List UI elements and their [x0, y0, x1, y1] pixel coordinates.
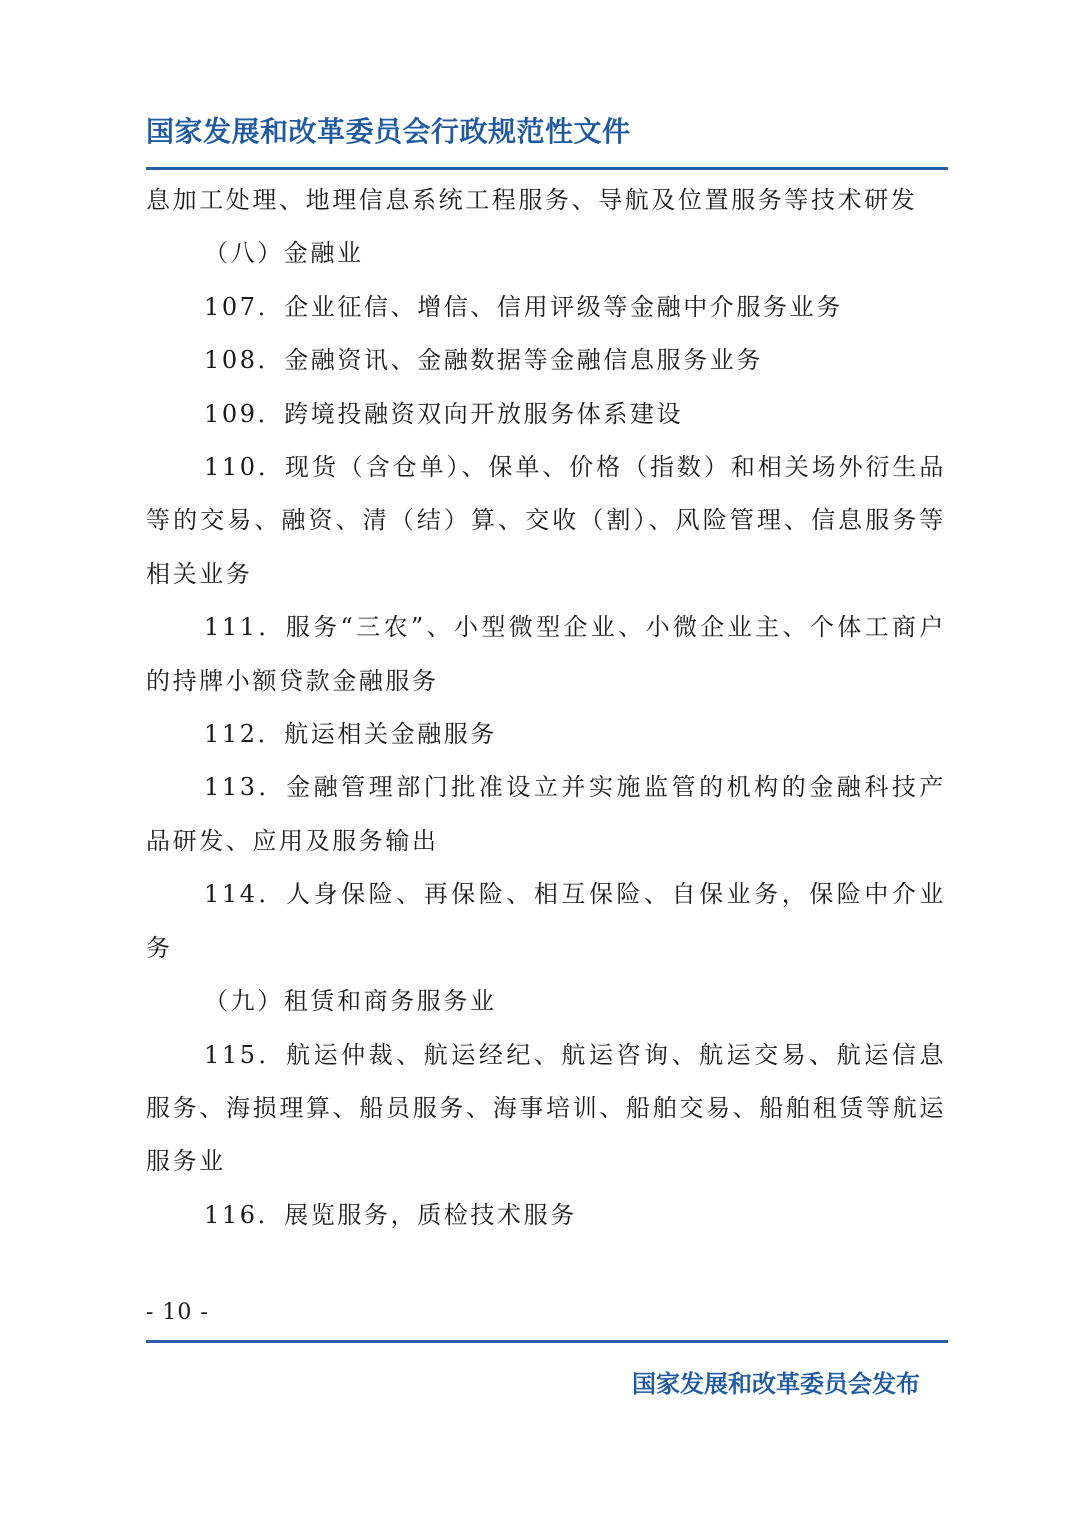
- section-heading-finance: （八）金融业: [204, 239, 364, 268]
- list-item-116: 116．展览服务，质检技术服务: [204, 1200, 577, 1229]
- document-body: [146, 174, 946, 1242]
- list-item-114: 114．人身保险、再保险、相互保险、自保业务，保险中介业务: [146, 880, 946, 962]
- list-item-113: 113．金融管理部门批准设立并实施监管的机构的金融科技产品研发、应用及服务输出: [146, 773, 946, 855]
- list-item-112: 112．航运相关金融服务: [204, 720, 498, 749]
- footer-divider: [146, 1340, 948, 1343]
- header-divider: [146, 167, 948, 170]
- list-item-115: 115．航运仲裁、航运经纪、航运咨询、航运交易、航运信息服务、海损理算、船员服务、海事培训、船舶交易、船舶租赁等航运服务业: [146, 1040, 946, 1176]
- document-header-title: 国家发展和改革委员会行政规范性文件: [146, 115, 631, 148]
- footer-publisher: 国家发展和改革委员会发布: [632, 1370, 920, 1398]
- list-item-111: 111．服务“三农”、小型微型企业、小微企业主、个体工商户的持牌小额贷款金融服务: [146, 613, 946, 695]
- list-item-109: 109．跨境投融资双向开放服务体系建设: [204, 399, 684, 428]
- list-item-110: 110．现货（含仓单）、保单、价格（指数）和相关场外衍生品等的交易、融资、清（结）算、交收（割）、风险管理、信息服务等相关业务: [146, 453, 946, 588]
- section-heading-leasing: （九）租赁和商务服务业: [204, 987, 497, 1016]
- page-number: - 10 -: [146, 1300, 209, 1325]
- list-item-107: 107．企业征信、增信、信用评级等金融中介服务业务: [204, 292, 843, 321]
- list-item-108: 108．金融资讯、金融数据等金融信息服务业务: [204, 346, 764, 375]
- paragraph-continued: 息加工处理、地理信息系统工程服务、导航及位置服务等技术研发: [146, 186, 918, 214]
